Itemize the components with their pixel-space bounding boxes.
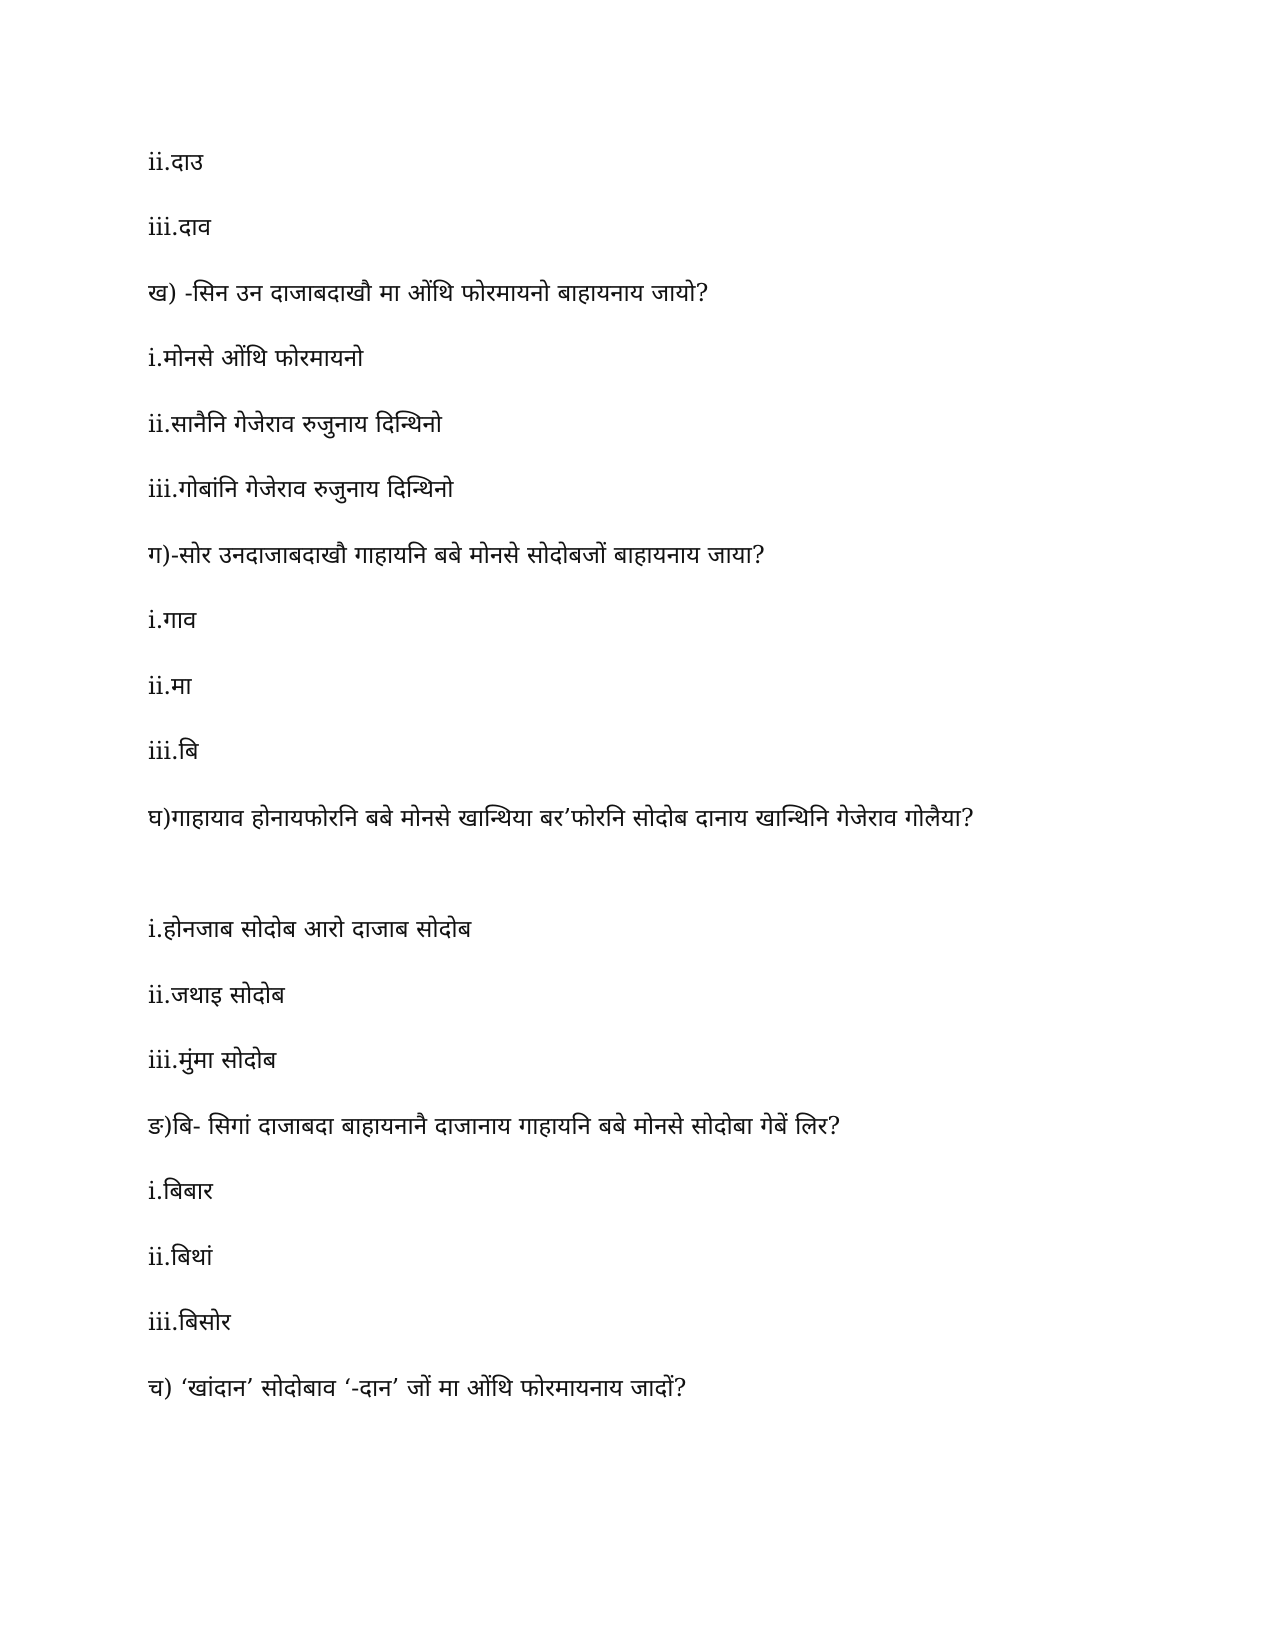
option-i: i.बिबार: [148, 1177, 213, 1205]
question-cha: च) ‘खांदान’ सोदोबाव ‘-दान’ जों मा ओंथि फोरमायनाय जादों?: [148, 1374, 687, 1402]
option-i: i.होनजाब सोदोब आरो दाजाब सोदोब: [148, 915, 472, 943]
option-ii: ii.मा: [148, 672, 192, 700]
option-ii: ii.जथाइ सोदोब: [148, 981, 285, 1009]
question-ga: ग)-सोर उनदाजाबदाखौ गाहायनि बबे मोनसे सोदोबजों बाहायनाय जाया?: [148, 541, 765, 569]
option-ii: ii.सानैनि गेजेराव रुजुनाय दिन्थिनो: [148, 410, 442, 438]
option-iii: iii.गोबांनि गेजेराव रुजुनाय दिन्थिनो: [148, 475, 454, 503]
option-ii: ii.दाउ: [148, 148, 204, 176]
question-nga: ङ)बि- सिगां दाजाबदा बाहायनानै दाजानाय गाहायनि बबे मोनसे सोदोबा गेबें लिर?: [148, 1112, 841, 1140]
option-iii: iii.मुंमा सोदोब: [148, 1046, 277, 1074]
question-kha: ख) -सिन उन दाजाबदाखौ मा ओंथि फोरमायनो बाहायनाय जायो?: [148, 279, 709, 307]
option-iii: iii.बिसोर: [148, 1308, 231, 1336]
option-iii: iii.दाव: [148, 213, 211, 241]
option-i: i.मोनसे ओंथि फोरमायनो: [148, 344, 364, 372]
option-iii: iii.बि: [148, 737, 199, 765]
question-gha: घ)गाहायाव होनायफोरनि बबे मोनसे खान्थिया बर’फोरनि सोदोब दानाय खान्थिनि गेजेराव गोलैया?: [148, 804, 974, 832]
option-i: i.गाव: [148, 606, 197, 634]
option-ii: ii.बिथां: [148, 1243, 213, 1271]
